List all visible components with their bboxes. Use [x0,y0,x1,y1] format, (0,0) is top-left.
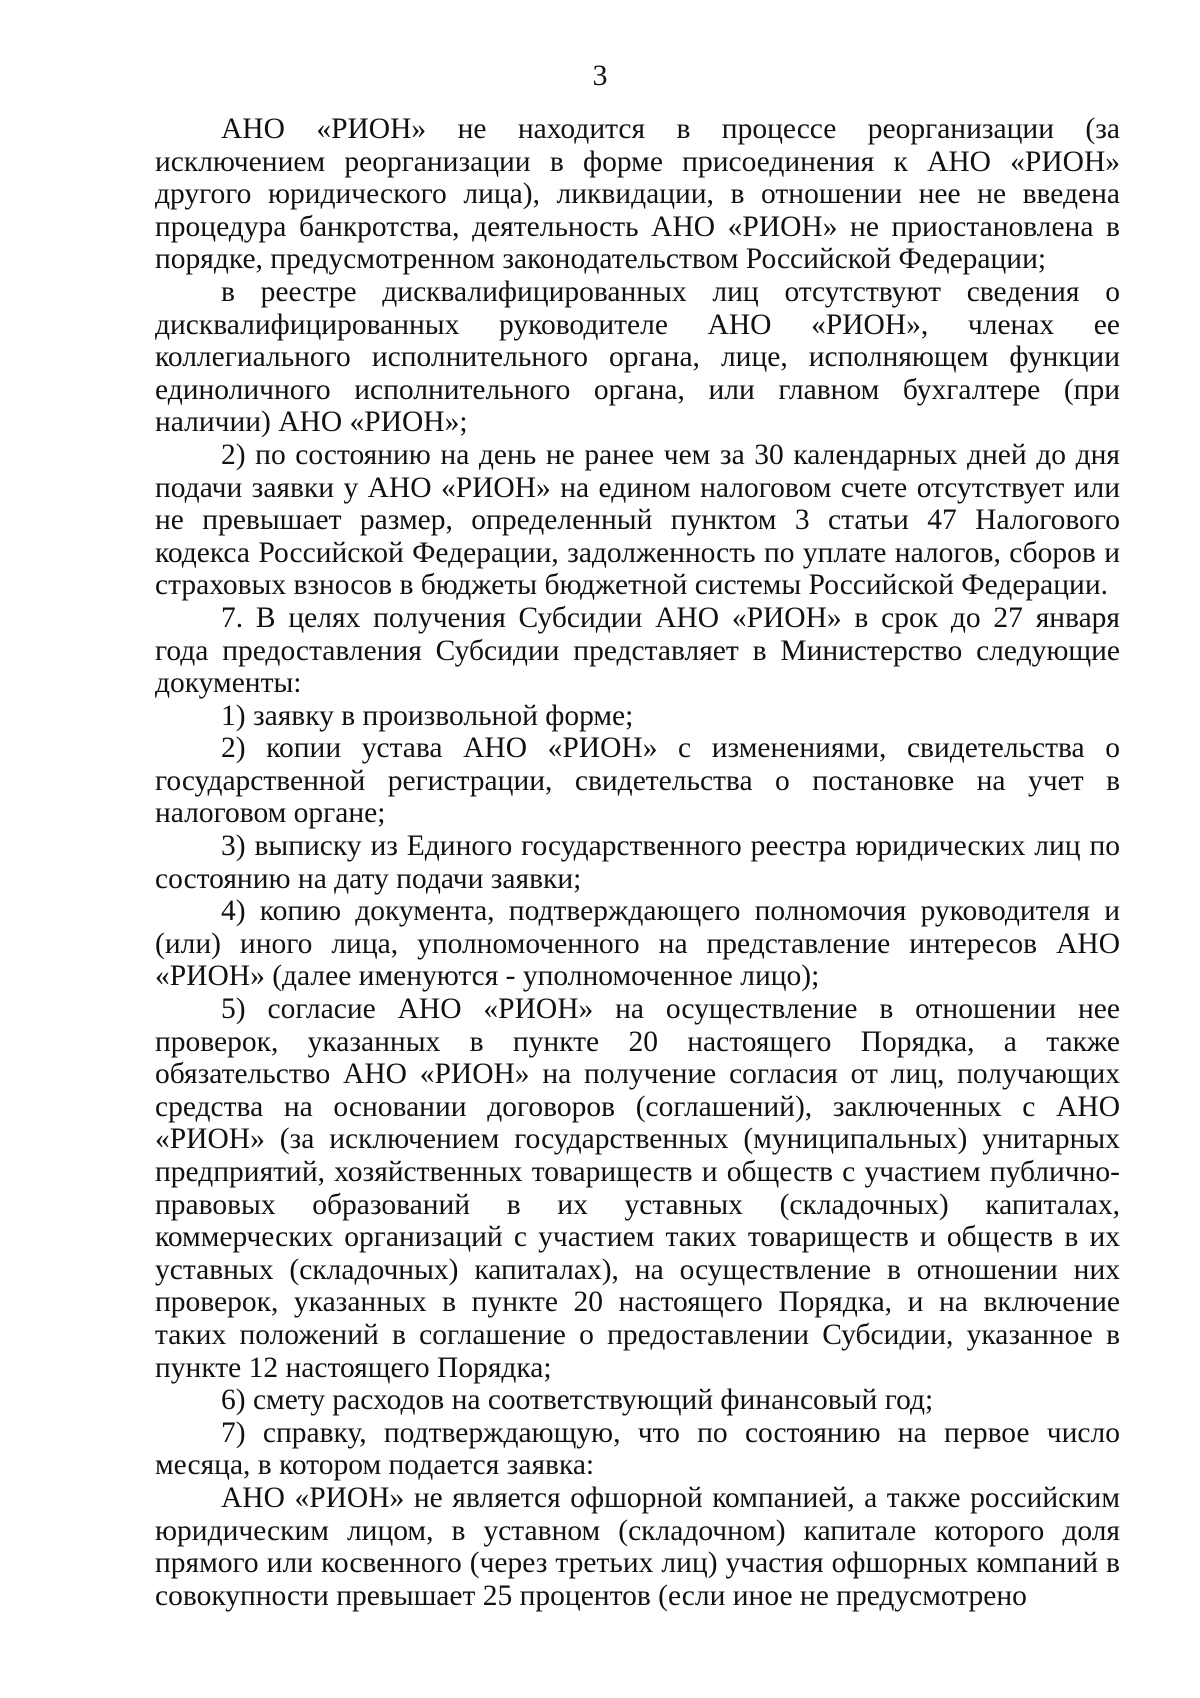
document-body [155,113,1120,1612]
list-item-registry-extract: 3) выписку из Единого государственного реестра юридических лиц по состоянию на дату подачи заявки; [155,830,1120,895]
paragraph-tax-debt: 2) по состоянию на день не ранее чем за 30 календарных дней до дня подачи заявки у АНО «РИОН» на едином налоговом счете отсутствует или не превышает размер, определенный пунктом 3 статьи 47 Налогового кодекса Российской Федерации, задолженность по уплате налогов, сборов и страховых взносов в бюджеты бюджетной системы Российской Федерации. [155,438,1120,602]
list-item-charter-copies: 2) копии устава АНО «РИОН» с изменениями, свидетельства о государственной регистрации, свидетельства о постановке на учет в налоговом органе; [155,732,1120,830]
list-item-expense-estimate: 6) смету расходов на соответствующий финансовый год; [221,1384,934,1417]
list-item-application: 1) заявку в произвольной форме; [221,699,634,732]
paragraph-reorganization-status: АНО «РИОН» не находится в процессе реорганизации (за исключением реорганизации в форме присоединения к АНО «РИОН» другого юридического лица), ликвидации, в отношении нее не введена процедура банкротства, деятельность АНО «РИОН» не приостановлена в порядке, предусмотренном законодательством Российской Федерации; [155,113,1120,276]
list-item-inspection-consent: 5) согласие АНО «РИОН» на осуществление в отношении нее проверок, указанных в пункте 20 настоящего Порядка, а также обязательство АНО «РИОН» на получение согласия от лиц, получающих средства на основании договоров (соглашений), заключенных с АНО «РИОН» (за исключением государственных (муниципальных) унитарных предприятий, хозяйственных товариществ и обществ с участием публично-правовых образований в их уставных (складочных) капиталах, коммерческих организаций с участием таких товариществ и обществ в их уставных (складочных) капиталах), на осуществление в отношении них проверок, указанных в пункте 20 настоящего Порядка, и на включение таких положений в соглашение о предоставлении Субсидии, указанное в пункте 12 настоящего Порядка; [155,993,1120,1384]
list-item-certificate: 7) справку, подтверждающую, что по состоянию на первое число месяца, в котором подается заявка: [155,1416,1120,1482]
paragraph-offshore-status: АНО «РИОН» не является офшорной компанией, а также российским юридическим лицом, в уставном (складочном) капитале которого доля прямого или косвенного (через третьих лиц) участия офшорных компаний в совокупности превышает 25 процентов (если иное не предусмотрено [155,1481,1120,1612]
paragraph-disqualified-registry: в реестре дисквалифицированных лиц отсутствуют сведения о дисквалифицированных руководителе АНО «РИОН», членах ее коллегиального исполнительного органа, лице, исполняющем функции единоличного исполнительного органа, или главном бухгалтере (при наличии) АНО «РИОН»; [155,275,1120,439]
page-number: 3 [592,59,608,92]
paragraph-documents-intro: 7. В целях получения Субсидии АНО «РИОН» в срок до 27 января года предоставления Субсидии представляет в Министерство следующие документы: [155,601,1120,700]
list-item-authority-document: 4) копию документа, подтверждающего полномочия руководителя и (или) иного лица, уполномоченного на представление интересов АНО «РИОН» (далее именуются - уполномоченное лицо); [155,895,1120,993]
